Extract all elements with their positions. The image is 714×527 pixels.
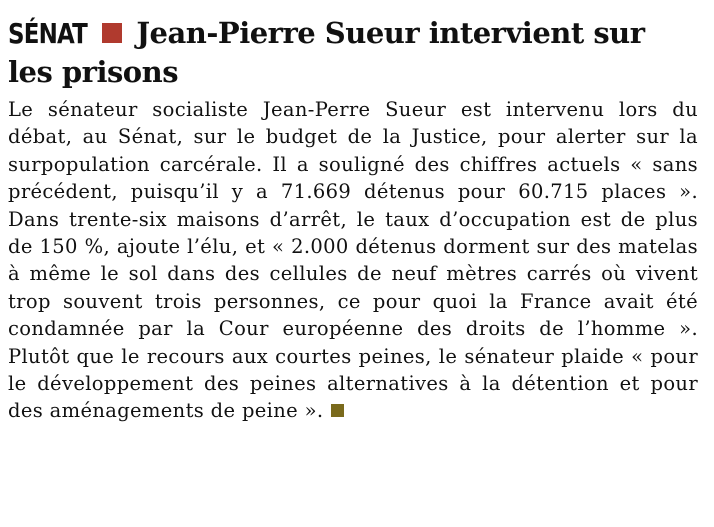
- separator-square-icon: [102, 23, 122, 43]
- section-kicker: SÉNAT: [8, 17, 87, 50]
- article-title: Jean-Pierre Sueur intervient sur les prisons: [8, 16, 645, 89]
- article-body-text: Le sénateur socialiste Jean-Perre Sueur est intervenu lors du débat, au Sénat, sur le budget de la Justice, pour alerter sur la surpopulation carcérale. Il a souligné des chiffres actuels « sans précédent, puisqu’il y a 71.669 détenus pour 60.715 places ». Dans trente-six maisons d’arrêt, le taux d’occupation est de plus de 150 %, ajoute l’élu, et « 2.000 détenus dorment sur des matelas à même le sol dans des cellules de neuf mètres carrés où vivent trop souvent trois personnes, ce pour quoi la France avait été condamnée par la Cour européenne des droits de l’homme ». Plutôt que le recours aux courtes peines, le sénateur plaide « pour le développement des peines alternatives à la détention et pour des aménagements de peine ».: [8, 98, 698, 423]
- article-body: [8, 96, 698, 425]
- end-square-icon: [331, 404, 344, 417]
- article: [8, 14, 698, 425]
- headline: [8, 14, 698, 92]
